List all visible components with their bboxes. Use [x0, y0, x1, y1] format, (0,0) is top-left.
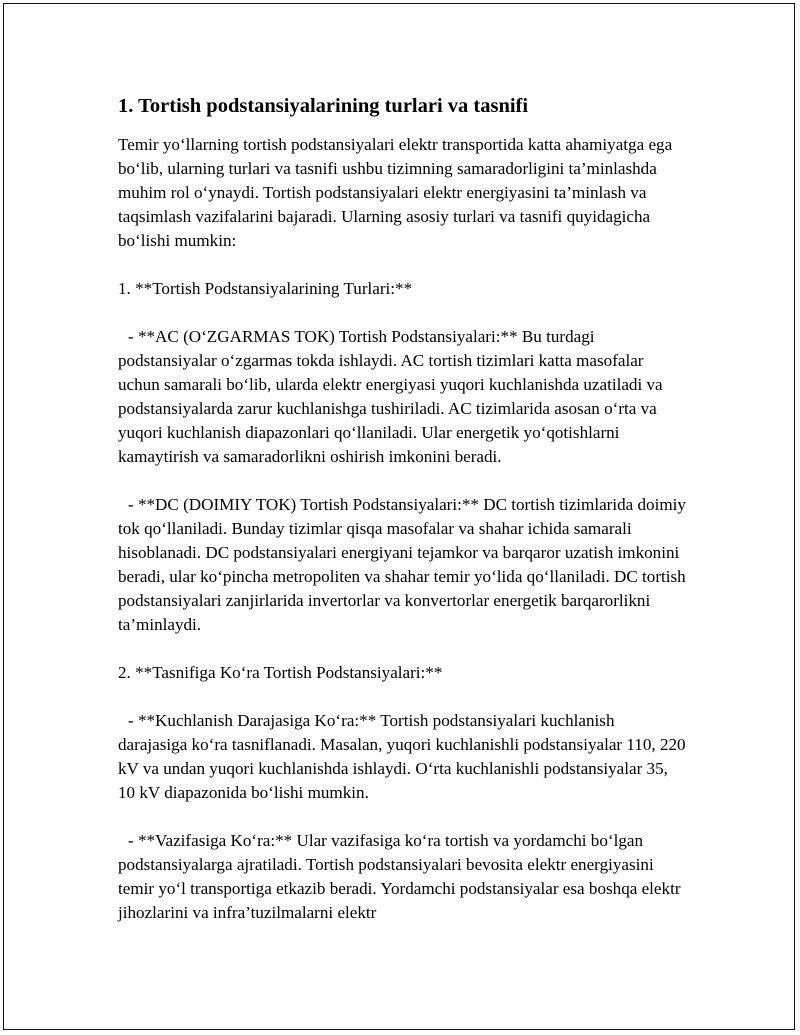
- list-item-function: - **Vazifasiga Ko‘ra:** Ular vazifasiga ko‘ra tortish va yordamchi bo‘lgan podstansiyalarga ajratiladi. Tortish podstansiyalari bevosita elektr energiyasini temir yo‘l transportiga etkazib beradi. Yordamchi podstansiyalar esa boshqa elektr jihozlarini va infra’tuzilmalarni elektr: [118, 831, 681, 922]
- list-item-types-heading: 1. **Tortish Podstansiyalarining Turlari:**: [118, 279, 413, 298]
- list-item-ac-substations: - **AC (O‘ZGARMAS TOK) Tortish Podstansiyalari:** Bu turdagi podstansiyalar o‘zgarmas tokda ishlaydi. AC tortish tizimlari katta masofalar uchun samarali bo‘lib, ularda elektr energiyasi yuqori kuchlanishda uzatiladi va podstansiyalarda zarur kuchlanishga tushiriladi. AC tizimlarida asosan o‘rta va yuqori kuchlanish diapazonlari qo‘llaniladi. Ular energetik yo‘qotishlarni kamaytirish va samaradorlikni oshirish imkonini beradi.: [118, 327, 663, 466]
- list-item-classification-heading: 2. **Tasnifiga Ko‘ra Tortish Podstansiyalari:**: [118, 663, 443, 682]
- document-body: [118, 92, 688, 949]
- section-heading: 1. Tortish podstansiyalarining turlari va tasnifi: [118, 95, 529, 117]
- list-item-voltage-level: - **Kuchlanish Darajasiga Ko‘ra:** Tortish podstansiyalari kuchlanish darajasiga ko‘ra tasniflanadi. Masalan, yuqori kuchlanishli podstansiyalar 110, 220 kV va undan yuqori kuchlanishda ishlaydi. O‘rta kuchlanishli podstansiyalar 35, 10 kV diapazonida bo‘lishi mumkin.: [118, 711, 686, 802]
- list-item-dc-substations: - **DC (DOIMIY TOK) Tortish Podstansiyalari:** DC tortish tizimlarida doimiy tok qo‘llaniladi. Bunday tizimlar qisqa masofalar va shahar ichida samarali hisoblanadi. DC podstansiyalari energiyani tejamkor va barqaror uzatish imkonini beradi, ular ko‘pincha metropoliten va shahar temir yo‘lida qo‘llaniladi. DC tortish podstansiyalari zanjirlarida invertorlar va konvertorlar energetik barqarorlikni ta’minlaydi.: [118, 495, 686, 634]
- intro-paragraph: Temir yo‘llarning tortish podstansiyalari elektr transportida katta ahamiyatga ega bo‘lib, ularning turlari va tasnifi ushbu tizimning samaradorligini ta’minlashda muhim rol o‘ynaydi. Tortish podstansiyalari elektr energiyasini ta’minlash va taqsimlash vazifalarini bajaradi. Ularning asosiy turlari va tasnifi quyidagicha bo‘lishi mumkin:: [118, 135, 673, 250]
